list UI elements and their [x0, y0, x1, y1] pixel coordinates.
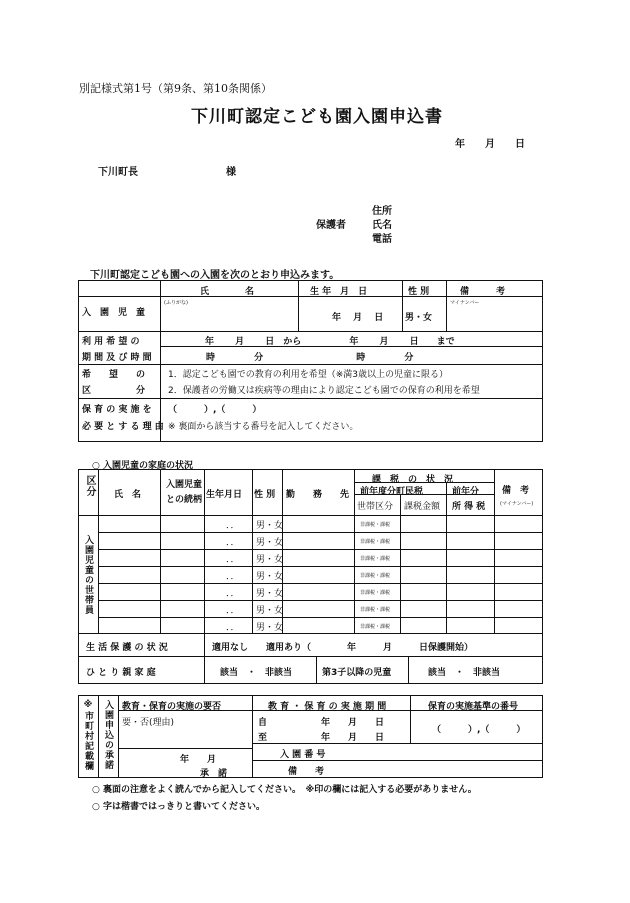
approval-side-label: 入園申込の承諾 [103, 700, 113, 770]
guardian-label: 保護者 [316, 220, 346, 231]
entry-number-label: 入 園 番 号 [280, 750, 326, 760]
phone-label: 電話 [372, 234, 392, 245]
row-5-tax: 非課税・課税 [360, 590, 391, 596]
row-1-birth: ．． [226, 521, 240, 531]
col-member-name: 氏 名 [114, 490, 142, 500]
period-to: 至 年 月 日 [258, 733, 385, 743]
period-header: 教 育 ・ 保 育 の 実 施 期 間 [268, 702, 387, 712]
period-label-1: 利 用 希 望 の [82, 337, 140, 347]
third-child-value: 該当 ・ 非該当 [428, 668, 501, 678]
row-3-birth: ．． [226, 555, 240, 565]
row-6-tax: 非課税・課税 [360, 607, 391, 613]
standard-header: 保育の実施基準の番号 [428, 702, 519, 712]
period-dates: 年 月 日 から 年 月 日 まで [205, 337, 455, 347]
row-3-tax: 非課税・課税 [360, 556, 391, 562]
col-note: 備 考 [460, 287, 506, 297]
row-2-birth: ．． [226, 538, 240, 548]
col-tax-status: 課 税 の 状 況 [372, 475, 454, 485]
row-7-tax: 非課税・課税 [360, 624, 391, 630]
wish-label-1: 希 望 の [82, 370, 146, 380]
row-4-sex: 男・女 [256, 572, 284, 582]
name-label: 氏名 [372, 220, 392, 231]
col-tax-amount: 課税金額 [404, 502, 441, 512]
mynumber-label: マイナンバー [450, 300, 480, 306]
footer-note-1: ○ 裏面の注意をよく読んでから記入してください。 ※印の欄には記入する必要がありません。 [92, 785, 477, 795]
row-3-sex: 男・女 [256, 555, 284, 565]
third-child-label: 第3子以降の児童 [322, 668, 392, 678]
need-code-fields: （ ）,（ ） [168, 405, 262, 415]
date-line: 年 月 日 [455, 139, 525, 150]
consent-label: 承 諾 [200, 769, 228, 779]
office-side-label: ※市町村記載欄 [83, 700, 93, 771]
col-sex: 性 別 [408, 287, 430, 297]
intro-text: 下川町認定こども園への入園を次のとおり申込みます。 [90, 270, 340, 281]
row-4-tax: 非課税・課税 [360, 573, 391, 579]
address-label: 住所 [372, 206, 392, 217]
furigana-label: (ふりがな) [164, 300, 188, 306]
row-5-birth: ．． [226, 589, 240, 599]
form-title: 下川町認定こども園入園申込書 [191, 107, 443, 127]
row-2-sex: 男・女 [256, 538, 284, 548]
col-relation-2: との続柄 [166, 495, 203, 505]
row-6-birth: ．． [226, 606, 240, 616]
need-label-1: 保 育 の 実 施 を [82, 405, 152, 415]
welfare-label: 生 活 保 護 の 状 況 [86, 643, 168, 653]
row-2-tax: 非課税・課税 [360, 539, 391, 545]
addressee: 下川町長 [98, 167, 138, 178]
wish-option-1: 1．認定こども園での教育の利用を希望（※満3歳以上の児童に限る） [168, 370, 448, 380]
footer-note-2: ○ 字は楷書ではっきりと書いてください。 [92, 802, 265, 812]
row-1-tax: 非課税・課税 [360, 522, 391, 528]
need-header: 教育・保育の実施の要否 [122, 702, 222, 712]
household-side-label: 入園児童の世帯員 [83, 535, 93, 615]
office-remarks-label: 備 考 [288, 767, 325, 777]
col-remarks-sub: (マイナンバー) [500, 501, 534, 507]
honorific: 様 [226, 167, 236, 178]
col-remarks: 備 考 [502, 486, 530, 496]
child-birth: 年 月 日 [332, 313, 384, 323]
single-parent-label: ひ と り 親 家 庭 [86, 668, 156, 678]
row-4-birth: ．． [226, 572, 240, 582]
need-instruction: ※ 裏面から該当する番号を記入してください。 [168, 422, 359, 432]
col-household-class: 世帯区分 [357, 502, 394, 512]
welfare-value: 適用なし 適用あり（ 年 月 日保護開始） [212, 643, 474, 653]
col-name: 氏 名 [200, 287, 255, 297]
row-1-sex: 男・女 [256, 521, 284, 531]
period-from: 自 年 月 日 [258, 718, 385, 728]
row-7-birth: ．． [226, 623, 240, 633]
row-6-sex: 男・女 [256, 606, 284, 616]
col-workplace: 勤 務 先 [286, 490, 350, 500]
row-5-sex: 男・女 [256, 589, 284, 599]
form-reference: 別記様式第1号（第9条、第10条関係） [79, 82, 272, 95]
col-sex: 性 別 [254, 490, 276, 500]
period-times: 時 分 時 分 [206, 353, 414, 363]
wish-label-2: 区 分 [82, 386, 146, 396]
col-income-tax: 所 得 税 [452, 502, 486, 512]
row-child-label: 入 園 児 童 [82, 308, 146, 318]
single-parent-value: 該当 ・ 非該当 [220, 668, 293, 678]
col-prev-year: 前年分 [452, 487, 480, 497]
row-7-sex: 男・女 [256, 623, 284, 633]
col-municipal-tax: 前年度分町民税 [360, 487, 424, 497]
need-value: 要・否(理由) [122, 718, 175, 728]
child-sex: 男・女 [405, 313, 433, 323]
need-label-2: 必 要 と す る 理 由 [82, 422, 164, 432]
col-birthdate: 生年月日 [206, 490, 243, 500]
family-heading: ○ 入園児童の家庭の状況 [92, 461, 193, 471]
col-kubun: 区分 [84, 475, 95, 497]
wish-option-2: 2．保護者の労働又は疾病等の理由により認定こども園での保育の利用を希望 [168, 386, 480, 396]
period-label-2: 期 間 及 び 時 間 [82, 353, 152, 363]
standard-value: （ ）,（ ） [432, 725, 526, 735]
col-birth: 生 年 月 日 [310, 287, 368, 297]
consent-date: 年 月 [180, 755, 217, 765]
col-relation-1: 入園児童 [166, 480, 203, 490]
